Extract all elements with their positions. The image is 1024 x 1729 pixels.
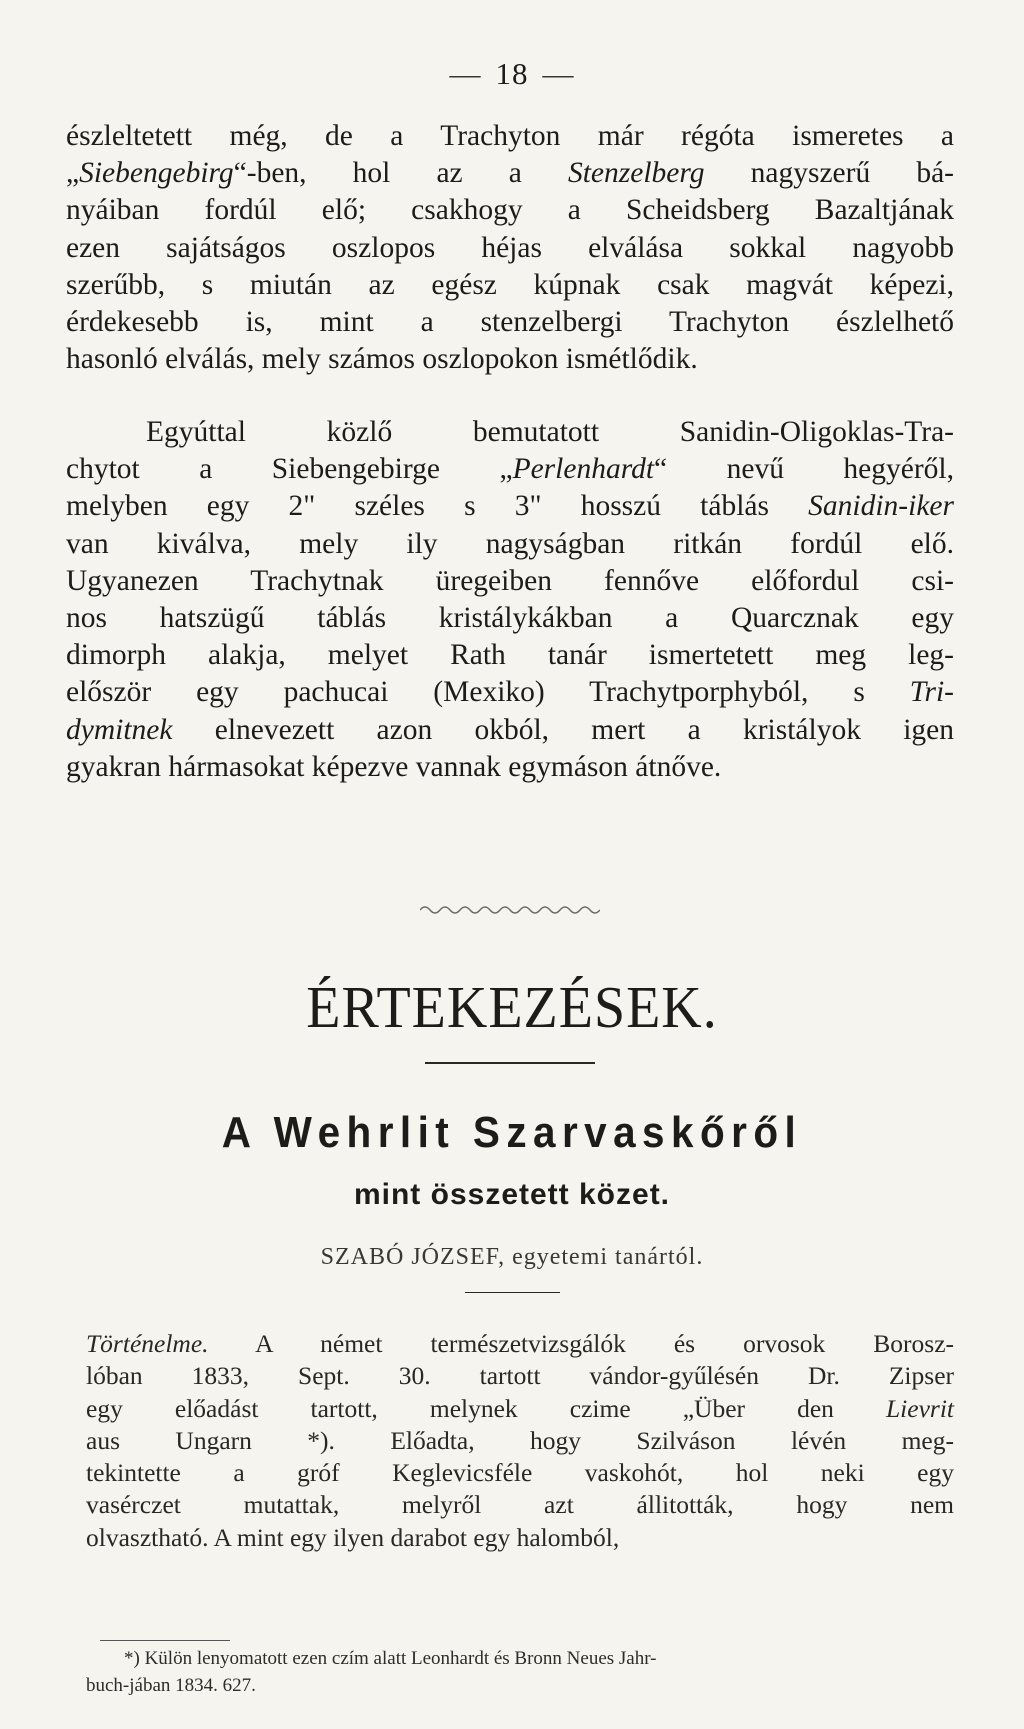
text-segment: A német természetvizsgálók és orvosok Borosz-: [208, 1329, 954, 1358]
text-line: dimorph alakja, melyet Rath tanár ismertetett meg leg-: [66, 639, 954, 672]
text-segment: melyben egy 2" széles s 3" hosszú táblás: [66, 490, 809, 523]
text-line: [66, 155, 954, 192]
italic-term: Történelme.: [86, 1329, 209, 1358]
text-line: nos hatszügű táblás kristálykákban a Quarcznak egy: [66, 602, 954, 635]
text-line: [66, 488, 954, 525]
text-segment: egy előadást tartott, melynek czime „Über den: [86, 1393, 886, 1423]
text-segment: először egy pachucai (Mexiko) Trachytporphyból, s: [66, 676, 910, 709]
text-segment: „: [66, 157, 80, 190]
article-title: A Wehrlit Szarvaskőről: [221, 1108, 803, 1157]
footnote-rule: [100, 1640, 230, 1641]
wavy-ornament-divider: [420, 903, 600, 917]
text-segment: chytot a Siebengebirge „: [66, 453, 513, 486]
author-line: SZABÓ JÓZSEF, egyetemi tanártól.: [320, 1244, 704, 1270]
italic-term: Sanidin-iker: [808, 490, 954, 523]
italic-term: Perlenhardt: [512, 453, 655, 486]
text-line: [66, 674, 954, 711]
article-subtitle: mint összetett közet.: [353, 1178, 671, 1211]
text-line: [66, 451, 954, 488]
section-heading: ÉRTEKEZÉSEK.: [306, 975, 718, 1041]
text-line: észleltetett még, de a Trachyton már régóta ismeretes a: [66, 120, 954, 152]
italic-term: Tri-: [909, 676, 954, 709]
italic-term: Siebengebirg: [79, 157, 234, 190]
text-line: gyakran hármasokat képezve vannak egymáson átnőve.: [66, 750, 722, 783]
paragraph-3: [86, 1328, 954, 1554]
text-line: olvasztható. A mint egy ilyen darabot egy halomból,: [86, 1522, 620, 1552]
text-line: van kiválva, mely ily nagyságban ritkán fordúl elő.: [66, 527, 954, 560]
heading-rule: [425, 1062, 595, 1064]
page-number: 18: [495, 56, 529, 91]
text-line: szerűbb, s miután az egész kúpnak csak magvát képezi,: [66, 268, 954, 301]
text-segment: “ nevű hegyéről,: [654, 453, 954, 486]
footnote: [86, 1645, 954, 1699]
paragraph-1: [66, 118, 954, 378]
text-line: érdekesebb is, mint a stenzelbergi Trachyton észlelhető: [66, 306, 954, 339]
text-line: ezen sajátságos oszlopos héjas elválása sokkal nagyobb: [66, 231, 954, 264]
italic-term: Lievrit: [886, 1393, 954, 1423]
text-segment: “-ben, hol az a: [233, 157, 568, 190]
text-line: [86, 1393, 954, 1425]
author-rule: [465, 1292, 560, 1293]
text-line: lóban 1833, Sept. 30. tartott vándor-gyűlésén Dr. Zipser: [86, 1361, 954, 1391]
text-segment: elnevezett azon okból, mert a kristályok igen: [172, 713, 954, 746]
page-number-header: — 18 —: [449, 56, 575, 91]
footnote-line: *) Külön lenyomatott ezen czím alatt Leonhardt és Bronn Neues Jahr-: [124, 1648, 657, 1669]
text-line: [66, 712, 954, 749]
text-line: nyáiban fordúl elő; csakhogy a Scheidsberg Bazaltjának: [66, 194, 954, 227]
text-line: Ugyanezen Trachytnak üregeiben fennőve előfordul csi-: [66, 564, 954, 597]
text-segment: nagyszerű bá-: [704, 157, 954, 190]
italic-term: Stenzelberg: [567, 157, 705, 190]
text-line: Egyúttal közlő bemutatott Sanidin-Oligoklas-Tra-: [146, 416, 954, 448]
footnote-line: buch-jában 1834. 627.: [86, 1675, 256, 1696]
text-line: [86, 1328, 954, 1360]
text-line: vasérczet mutattak, melyről azt állitották, hogy nem: [86, 1490, 954, 1520]
text-line: hasonló elválás, mely számos oszlopokon ismétlődik.: [66, 343, 698, 376]
paragraph-2: [66, 414, 954, 786]
italic-term: dymitnek: [66, 713, 173, 746]
text-line: aus Ungarn *). Előadta, hogy Szilváson lévén meg-: [86, 1425, 954, 1455]
text-line: tekintette a gróf Keglevicsféle vaskohót, hol neki egy: [86, 1458, 954, 1488]
